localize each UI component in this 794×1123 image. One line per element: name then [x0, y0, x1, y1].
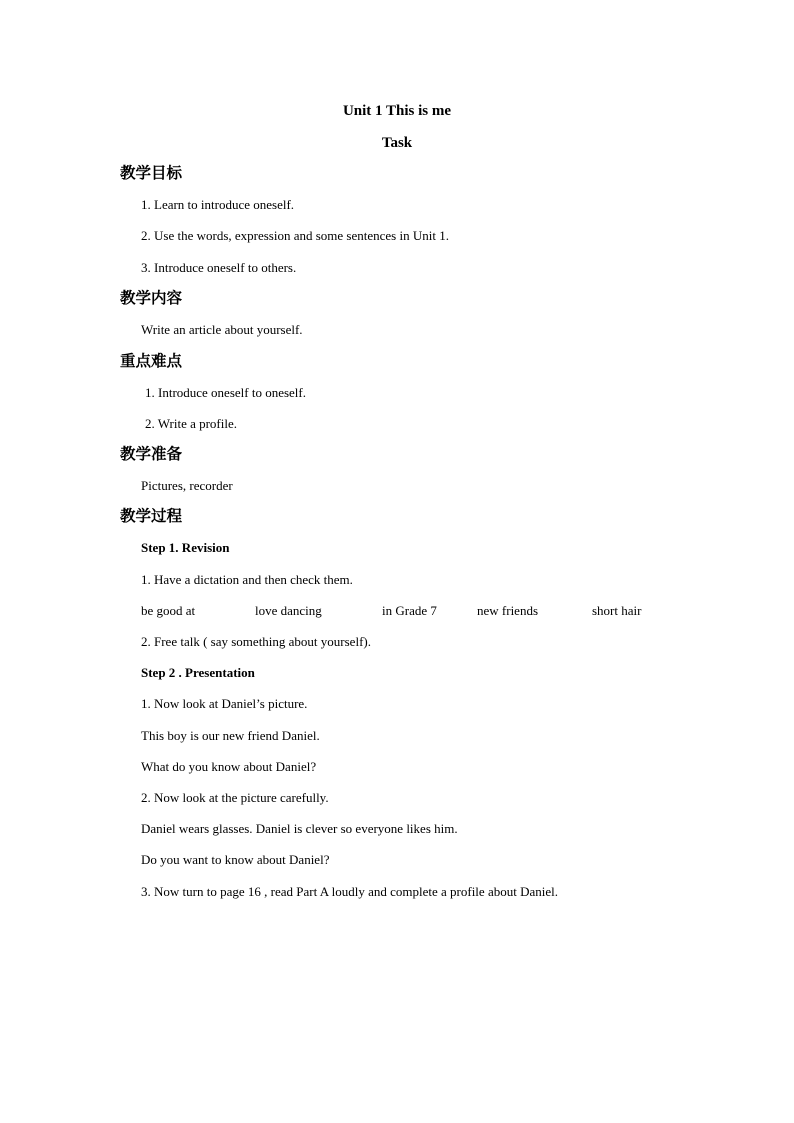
section-heading-preparation: 教学准备: [120, 445, 183, 463]
step1-line-1: 1. Have a dictation and then check them.: [141, 572, 353, 587]
step2-line-4: 2. Now look at the picture carefully.: [141, 790, 329, 805]
objective-item-3: 3. Introduce oneself to others.: [141, 260, 297, 275]
step2-line-7: 3. Now turn to page 16 , read Part A loudly and complete a profile about Daniel.: [141, 884, 558, 899]
step2-line-2: This boy is our new friend Daniel.: [141, 728, 320, 743]
objective-item-1: 1. Learn to introduce oneself.: [141, 197, 295, 212]
objective-item-2: 2. Use the words, expression and some sentences in Unit 1.: [141, 228, 449, 243]
step2-line-5: Daniel wears glasses. Daniel is clever so everyone likes him.: [141, 821, 458, 836]
section-heading-key-points: 重点难点: [120, 352, 183, 370]
phrase-1: be good at: [141, 603, 196, 618]
step2-line-1: 1. Now look at Daniel’s picture.: [141, 696, 308, 711]
step1-title: Step 1. Revision: [141, 540, 230, 555]
phrase-3: in Grade 7: [382, 603, 437, 618]
document-title: Unit 1 This is me: [342, 103, 452, 119]
phrase-4: new friends: [477, 603, 539, 618]
key-point-item-2: 2. Write a profile.: [145, 416, 238, 431]
phrase-2: love dancing: [255, 603, 322, 618]
key-point-item-1: 1. Introduce oneself to oneself.: [145, 385, 307, 400]
section-heading-process: 教学过程: [120, 507, 183, 525]
content-text: Write an article about yourself.: [141, 322, 303, 337]
preparation-text: Pictures, recorder: [141, 478, 233, 493]
section-heading-content: 教学内容: [120, 289, 183, 307]
phrase-row: [0, 604, 794, 620]
section-heading-objectives: 教学目标: [120, 164, 183, 182]
step2-line-3: What do you know about Daniel?: [141, 759, 317, 774]
document-subtitle: Task: [381, 135, 413, 151]
step1-line-2: 2. Free talk ( say something about yourself).: [141, 634, 371, 649]
phrase-5: short hair: [592, 603, 642, 618]
step2-line-6: Do you want to know about Daniel?: [141, 852, 330, 867]
step2-title: Step 2 . Presentation: [141, 665, 255, 680]
